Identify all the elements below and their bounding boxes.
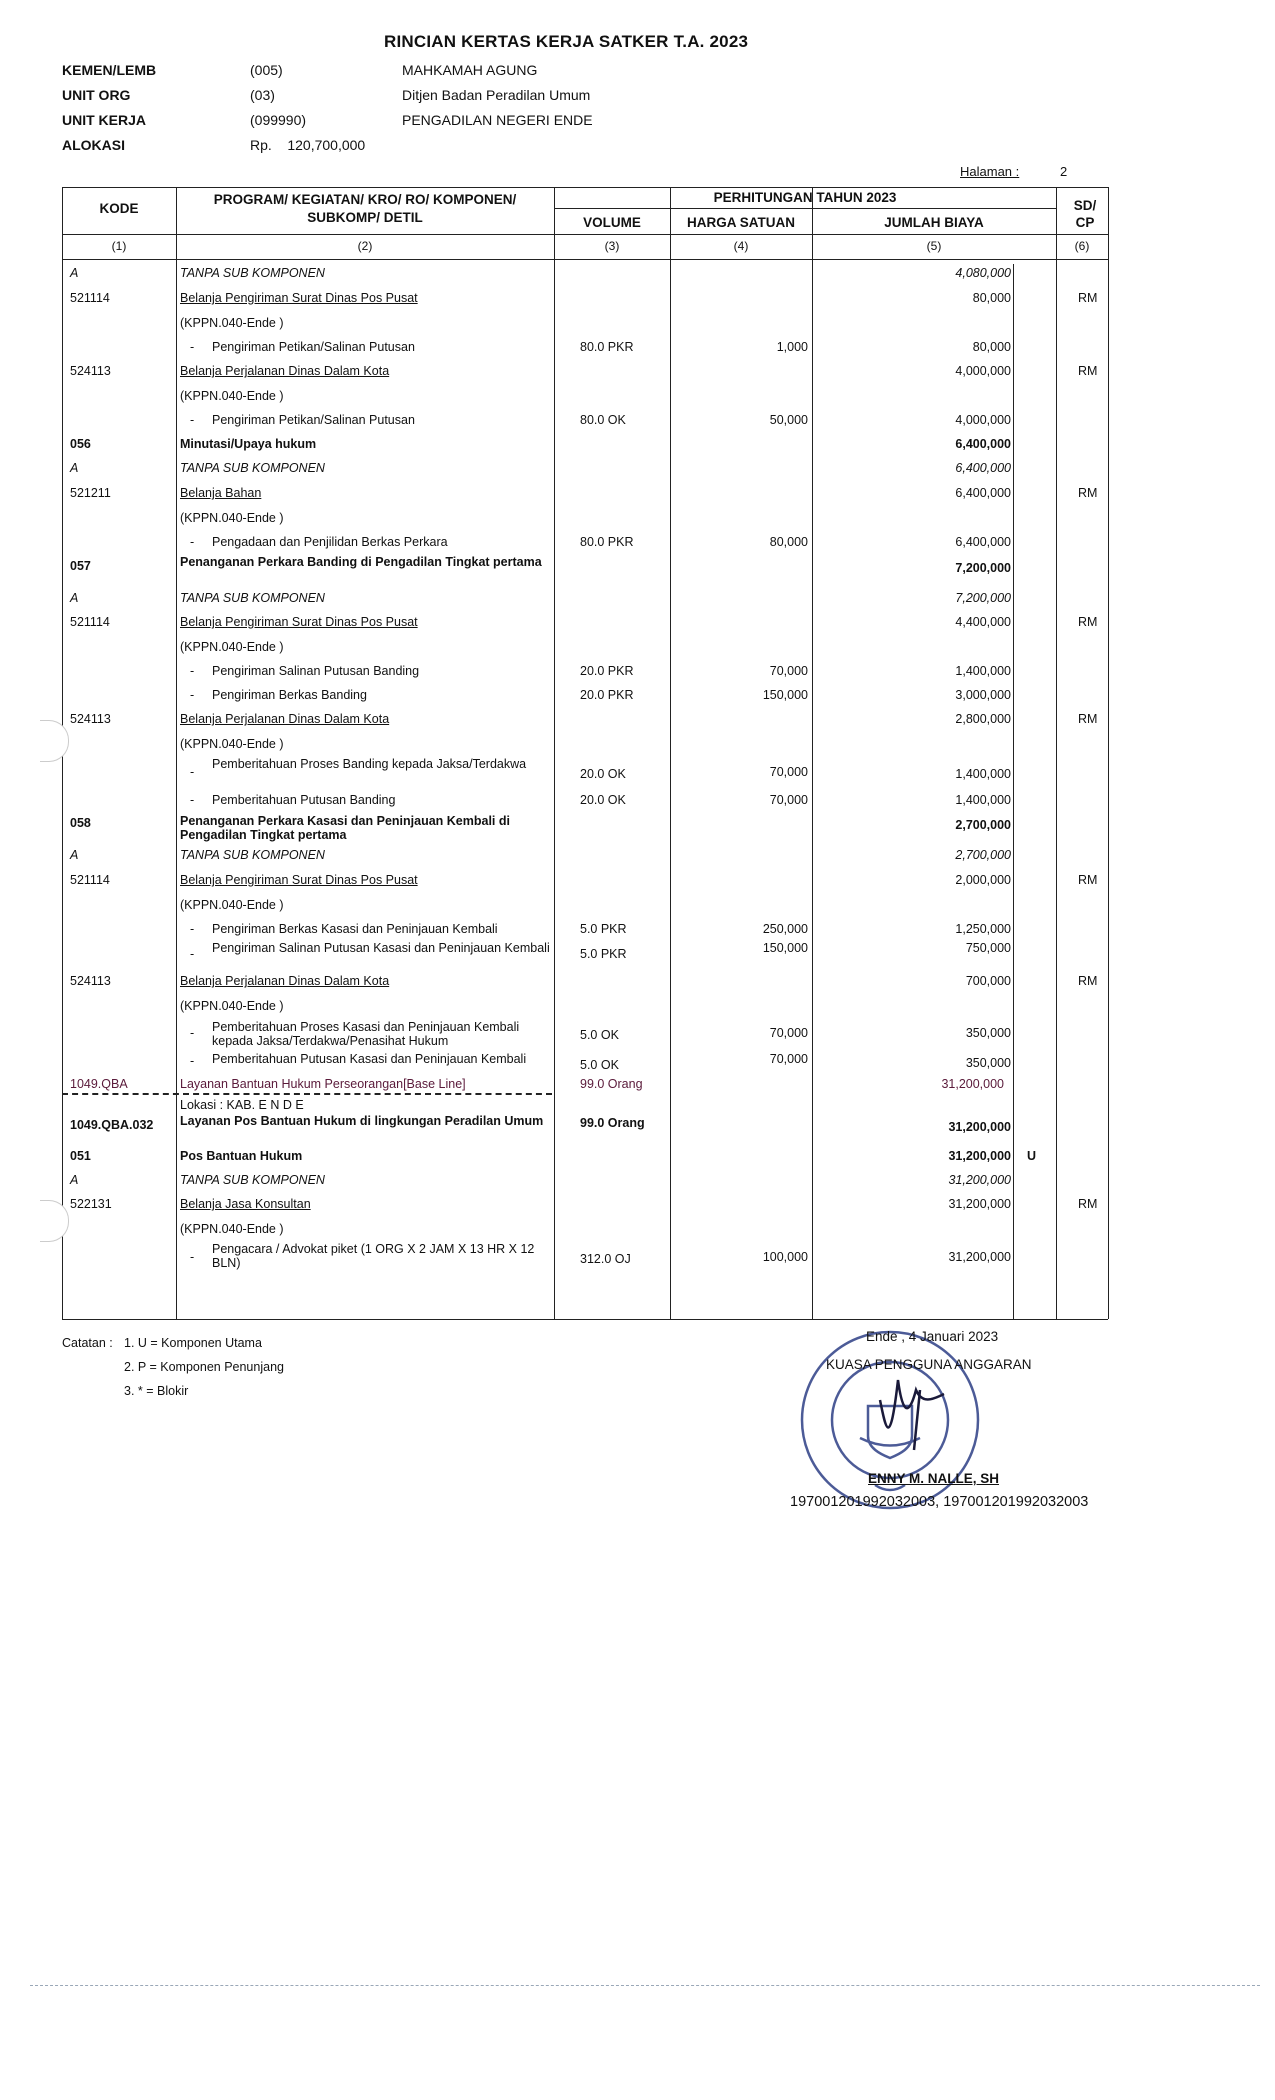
row-harga: 70,000 bbox=[769, 1026, 808, 1040]
row-desc: Penanganan Perkara Banding di Pengadilan Tingkat pertama bbox=[180, 555, 542, 569]
row-kode: 057 bbox=[70, 559, 91, 573]
row-harga: 100,000 bbox=[762, 1250, 808, 1264]
row-flag: U bbox=[1027, 1149, 1037, 1163]
row-volume: 99.0 Orang bbox=[580, 1116, 645, 1130]
row-kode: 1049.QBA.032 bbox=[70, 1118, 154, 1132]
meta-value-unit-kerja: PENGADILAN NEGERI ENDE bbox=[402, 112, 593, 128]
row-volume: 312.0 OJ bbox=[580, 1252, 631, 1266]
row-desc: Pengadaan dan Penjilidan Berkas Perkara bbox=[212, 535, 448, 549]
row-kode: A bbox=[70, 848, 79, 862]
row-desc: Pengiriman Salinan Putusan Kasasi dan Peninjauan Kembali bbox=[212, 941, 550, 955]
row-desc: Belanja Perjalanan Dinas Dalam Kota bbox=[180, 712, 390, 726]
row-desc: Minutasi/Upaya hukum bbox=[180, 437, 317, 451]
row-jumlah: 7,200,000 bbox=[955, 591, 1011, 605]
meta-value-unit-org: Ditjen Badan Peradilan Umum bbox=[402, 87, 591, 103]
row-desc: Pemberitahuan Proses Banding kepada Jaksa/Terdakwa bbox=[212, 757, 527, 771]
row-volume: 5.0 PKR bbox=[580, 922, 627, 936]
page-label: Halaman : bbox=[960, 164, 1020, 179]
document-title: RINCIAN KERTAS KERJA SATKER T.A. 2023 bbox=[384, 32, 749, 51]
row-jumlah: 31,200,000 bbox=[941, 1077, 1004, 1091]
row-volume: 5.0 OK bbox=[580, 1028, 619, 1042]
row-volume: 5.0 OK bbox=[580, 1058, 619, 1072]
row-volume: 80.0 PKR bbox=[580, 535, 634, 549]
row-volume: 20.0 PKR bbox=[580, 664, 634, 678]
row-volume: 20.0 OK bbox=[580, 767, 626, 781]
row-jumlah: 6,400,000 bbox=[955, 437, 1011, 451]
row-jumlah: 1,400,000 bbox=[955, 664, 1011, 678]
row-jumlah: 350,000 bbox=[965, 1056, 1011, 1070]
header-sd-cp: SD/ CP bbox=[1073, 198, 1097, 230]
meta-code-unit-org: (03) bbox=[250, 87, 275, 103]
row-dash: - bbox=[190, 1250, 195, 1264]
row-dash: - bbox=[190, 947, 195, 961]
row-sd: RM bbox=[1078, 615, 1098, 629]
colnum-3: (3) bbox=[604, 239, 620, 253]
meta-key-unit-kerja: UNIT KERJA bbox=[62, 112, 147, 128]
signature-name: ENNY M. NALLE, SH bbox=[868, 1471, 1000, 1486]
row-desc: Layanan Bantuan Hukum Perseorangan[Base Line] bbox=[180, 1077, 466, 1091]
row-harga: 70,000 bbox=[769, 1052, 808, 1066]
row-jumlah: 6,400,000 bbox=[955, 461, 1011, 475]
row-volume: 20.0 PKR bbox=[580, 688, 634, 702]
row-kode: 058 bbox=[70, 816, 91, 830]
row-volume: 20.0 OK bbox=[580, 793, 626, 807]
meta-key-unit-org: UNIT ORG bbox=[62, 87, 131, 103]
meta-value-alokasi: Rp. 120,700,000 bbox=[250, 137, 366, 153]
row-sd: RM bbox=[1078, 974, 1098, 988]
row-desc: Belanja Bahan bbox=[180, 486, 262, 500]
budget-table bbox=[62, 187, 1108, 1319]
row-desc: Belanja Pengiriman Surat Dinas Pos Pusat bbox=[180, 291, 418, 305]
row-dash: - bbox=[190, 1054, 195, 1068]
row-jumlah: 31,200,000 bbox=[948, 1173, 1011, 1187]
row-dash: - bbox=[190, 765, 195, 779]
row-kode: 521114 bbox=[70, 615, 110, 629]
row-harga: 70,000 bbox=[769, 793, 808, 807]
row-jumlah: 700,000 bbox=[965, 974, 1011, 988]
row-jumlah: 7,200,000 bbox=[955, 561, 1011, 575]
row-desc: Belanja Jasa Konsultan bbox=[180, 1197, 311, 1211]
row-jumlah: 31,200,000 bbox=[948, 1120, 1011, 1134]
row-sd: RM bbox=[1078, 873, 1098, 887]
note-item: 2. P = Komponen Penunjang bbox=[124, 1360, 284, 1374]
row-dash: - bbox=[190, 793, 195, 807]
colnum-2: (2) bbox=[357, 239, 373, 253]
row-kode: 524113 bbox=[70, 712, 111, 726]
header-volume: VOLUME bbox=[583, 215, 641, 230]
row-jumlah: 4,000,000 bbox=[955, 364, 1011, 378]
row-desc: Pengiriman Berkas Banding bbox=[212, 688, 367, 702]
colnum-5: (5) bbox=[926, 239, 942, 253]
row-sd: RM bbox=[1078, 291, 1098, 305]
header-program: PROGRAM/ KEGIATAN/ KRO/ RO/ KOMPONEN/ SUBKOMP/ DETIL bbox=[213, 192, 517, 225]
row-jumlah: 80,000 bbox=[972, 340, 1011, 354]
row-harga: 250,000 bbox=[762, 922, 808, 936]
row-dash: - bbox=[190, 413, 195, 427]
row-volume: 99.0 Orang bbox=[580, 1077, 643, 1091]
meta-key-alokasi: ALOKASI bbox=[62, 137, 125, 153]
row-desc: Pemberitahuan Putusan Banding bbox=[212, 793, 396, 807]
row-desc: Pengiriman Berkas Kasasi dan Peninjauan Kembali bbox=[212, 922, 498, 936]
meta-value-kemen: MAHKAMAH AGUNG bbox=[402, 62, 538, 78]
row-desc: Pengacara / Advokat piket (1 ORG X 2 JAM X 13 HR X 12 BLN) bbox=[212, 1242, 535, 1270]
row-volume: 80.0 OK bbox=[580, 413, 626, 427]
signature-place-date: Ende , 4 Januari 2023 bbox=[866, 1329, 999, 1344]
colnum-1: (1) bbox=[111, 239, 127, 253]
row-desc: Layanan Pos Bantuan Hukum di lingkungan Peradilan Umum bbox=[180, 1114, 544, 1128]
row-kode: A bbox=[70, 591, 79, 605]
stamp-lettering bbox=[0, 0, 1, 1]
row-kode: 521211 bbox=[70, 486, 111, 500]
row-desc: (KPPN.040-Ende ) bbox=[180, 316, 284, 330]
row-desc: (KPPN.040-Ende ) bbox=[180, 511, 284, 525]
row-kode: 056 bbox=[70, 437, 91, 451]
signature-role: KUASA PENGGUNA ANGGARAN bbox=[826, 1357, 1032, 1372]
row-desc: TANPA SUB KOMPONEN bbox=[180, 1173, 325, 1187]
notes-label: Catatan : bbox=[62, 1336, 113, 1350]
meta-code-unit-kerja: (099990) bbox=[250, 112, 307, 128]
header-kode: KODE bbox=[99, 201, 139, 216]
meta-key-kemen: KEMEN/LEMB bbox=[62, 62, 157, 78]
row-kode: 521114 bbox=[70, 873, 110, 887]
row-jumlah: 31,200,000 bbox=[948, 1250, 1011, 1264]
row-desc: Pemberitahuan Putusan Kasasi dan Peninjauan Kembali bbox=[212, 1052, 527, 1066]
row-desc: Pos Bantuan Hukum bbox=[180, 1149, 303, 1163]
row-jumlah: 350,000 bbox=[965, 1026, 1011, 1040]
row-dash: - bbox=[190, 1026, 195, 1040]
row-desc: TANPA SUB KOMPONEN bbox=[180, 591, 325, 605]
row-jumlah: 4,000,000 bbox=[955, 413, 1011, 427]
row-jumlah: 1,400,000 bbox=[955, 793, 1011, 807]
row-desc: Belanja Pengiriman Surat Dinas Pos Pusat bbox=[180, 615, 418, 629]
note-item: 3. * = Blokir bbox=[124, 1384, 189, 1398]
row-jumlah: 2,700,000 bbox=[955, 818, 1011, 832]
header-jumlah-biaya: JUMLAH BIAYA bbox=[884, 215, 984, 230]
row-sd: RM bbox=[1078, 364, 1098, 378]
row-kode: A bbox=[70, 461, 79, 475]
row-harga: 70,000 bbox=[769, 664, 808, 678]
row-desc: Penanganan Perkara Kasasi dan Peninjauan Kembali di Pengadilan Tingkat pertama bbox=[180, 814, 510, 842]
row-desc: TANPA SUB KOMPONEN bbox=[180, 266, 325, 280]
row-desc: (KPPN.040-Ende ) bbox=[180, 389, 284, 403]
colnum-6: (6) bbox=[1074, 239, 1090, 253]
header-perhitungan: PERHITUNGAN TAHUN 2023 bbox=[713, 190, 897, 205]
row-kode: 1049.QBA bbox=[70, 1077, 128, 1091]
row-harga: 150,000 bbox=[762, 688, 808, 702]
row-dash: - bbox=[190, 922, 195, 936]
row-jumlah: 31,200,000 bbox=[948, 1197, 1011, 1211]
signature-nip: 197001201992032003, 197001201992032003 bbox=[790, 1494, 1089, 1510]
header-harga-satuan: HARGA SATUAN bbox=[687, 215, 795, 230]
row-desc: (KPPN.040-Ende ) bbox=[180, 999, 284, 1013]
row-kode: 522131 bbox=[70, 1197, 112, 1211]
row-desc: Pengiriman Salinan Putusan Banding bbox=[212, 664, 420, 678]
row-jumlah: 31,200,000 bbox=[948, 1149, 1011, 1163]
row-jumlah: 6,400,000 bbox=[955, 535, 1011, 549]
row-desc: (KPPN.040-Ende ) bbox=[180, 737, 284, 751]
row-desc: Belanja Perjalanan Dinas Dalam Kota bbox=[180, 974, 390, 988]
row-dash: - bbox=[190, 535, 195, 549]
page-number: 2 bbox=[1060, 164, 1068, 179]
colnum-4: (4) bbox=[733, 239, 749, 253]
row-jumlah: 4,400,000 bbox=[955, 615, 1011, 629]
footer-rule bbox=[30, 1985, 1260, 1986]
meta-code-kemen: (005) bbox=[250, 62, 283, 78]
row-kode: A bbox=[70, 266, 79, 280]
row-harga: 50,000 bbox=[769, 413, 808, 427]
row-harga: 70,000 bbox=[769, 765, 808, 779]
row-jumlah: 6,400,000 bbox=[955, 486, 1011, 500]
row-jumlah: 80,000 bbox=[972, 291, 1011, 305]
row-volume: 5.0 PKR bbox=[580, 947, 627, 961]
row-sd: RM bbox=[1078, 486, 1098, 500]
court-stamp bbox=[790, 1310, 1000, 1550]
row-desc: (KPPN.040-Ende ) bbox=[180, 898, 284, 912]
row-desc: Lokasi : KAB. E N D E bbox=[180, 1098, 304, 1112]
row-dash: - bbox=[190, 688, 195, 702]
row-kode: 524113 bbox=[70, 364, 111, 378]
row-desc: Pemberitahuan Proses Kasasi dan Peninjauan Kembali kepada Jaksa/Terdakwa/Penasihat Hukum bbox=[212, 1020, 520, 1048]
row-harga: 150,000 bbox=[762, 941, 808, 955]
row-desc: Belanja Pengiriman Surat Dinas Pos Pusat bbox=[180, 873, 418, 887]
row-jumlah: 3,000,000 bbox=[955, 688, 1011, 702]
row-harga: 80,000 bbox=[769, 535, 808, 549]
row-kode: 524113 bbox=[70, 974, 111, 988]
note-item: 1. U = Komponen Utama bbox=[124, 1336, 262, 1350]
row-jumlah: 2,700,000 bbox=[955, 848, 1011, 862]
row-desc: (KPPN.040-Ende ) bbox=[180, 640, 284, 654]
row-desc: TANPA SUB KOMPONEN bbox=[180, 461, 325, 475]
row-jumlah: 750,000 bbox=[965, 941, 1011, 955]
row-jumlah: 1,250,000 bbox=[955, 922, 1011, 936]
row-desc: (KPPN.040-Ende ) bbox=[180, 1222, 284, 1236]
row-kode: 051 bbox=[70, 1149, 91, 1163]
row-jumlah: 2,800,000 bbox=[955, 712, 1011, 726]
row-desc: Pengiriman Petikan/Salinan Putusan bbox=[212, 340, 415, 354]
row-dash: - bbox=[190, 340, 195, 354]
row-jumlah: 4,080,000 bbox=[955, 266, 1011, 280]
row-dash: - bbox=[190, 664, 195, 678]
row-desc: TANPA SUB KOMPONEN bbox=[180, 848, 325, 862]
row-kode: A bbox=[70, 1173, 79, 1187]
row-sd: RM bbox=[1078, 1197, 1098, 1211]
row-kode: 521114 bbox=[70, 291, 110, 305]
baseline-divider bbox=[62, 1093, 552, 1095]
row-harga: 1,000 bbox=[776, 340, 808, 354]
row-desc: Belanja Perjalanan Dinas Dalam Kota bbox=[180, 364, 390, 378]
row-volume: 80.0 PKR bbox=[580, 340, 634, 354]
row-desc: Pengiriman Petikan/Salinan Putusan bbox=[212, 413, 415, 427]
row-sd: RM bbox=[1078, 712, 1098, 726]
row-jumlah: 2,000,000 bbox=[955, 873, 1011, 887]
row-jumlah: 1,400,000 bbox=[955, 767, 1011, 781]
